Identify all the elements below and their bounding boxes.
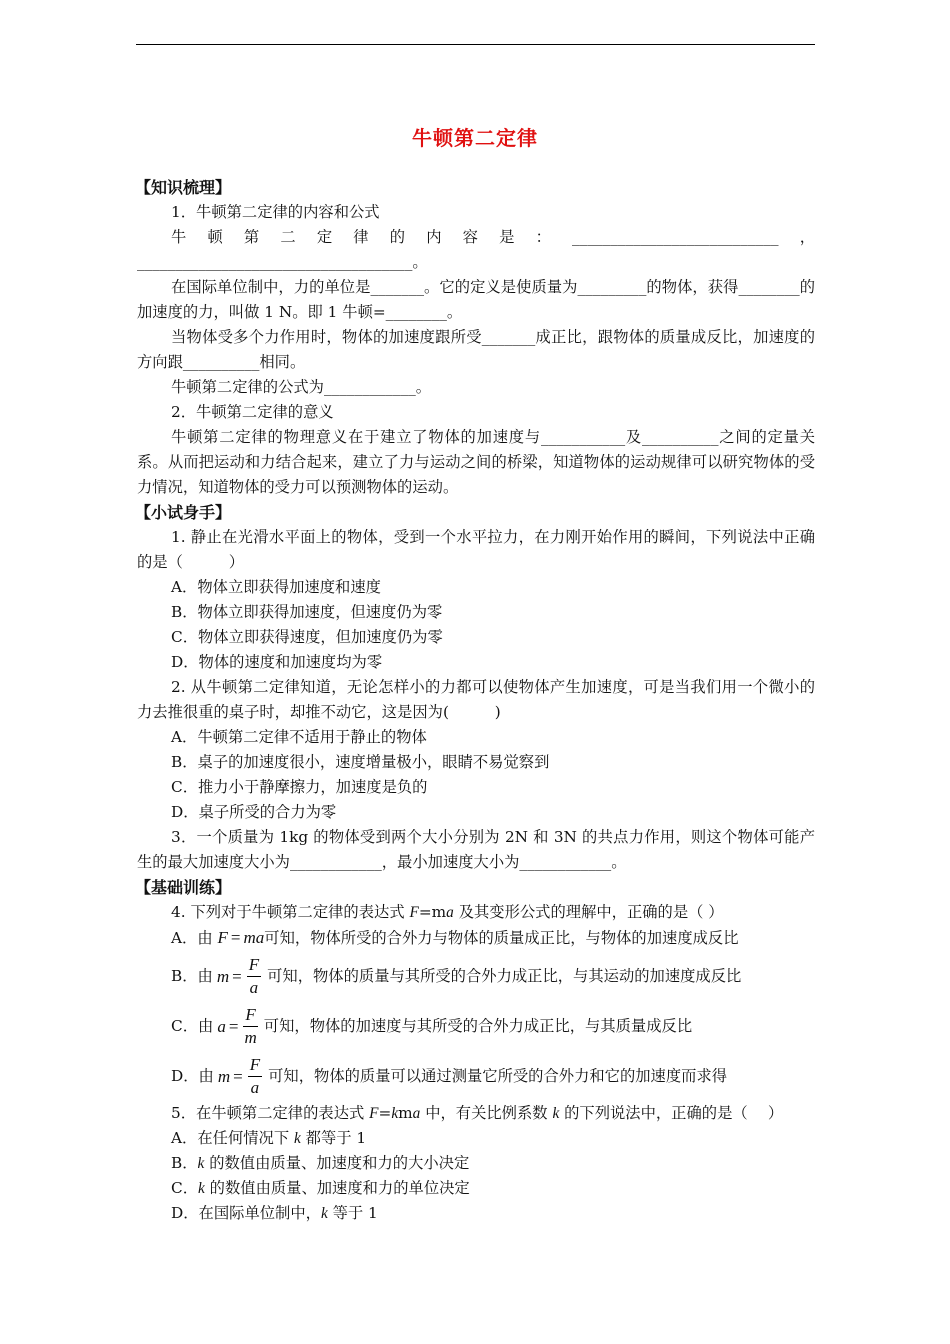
question-5-text-a: 5．在牛顿第二定律的表达式 <box>171 1104 370 1122</box>
question-2-option-b: B．桌子的加速度很小，速度增量极小，眼睛不易觉察到 <box>171 753 550 771</box>
question-2-option-a: A．牛顿第二定律不适用于静止的物体 <box>171 728 427 746</box>
section-heading-knowledge: 【知识梳理】 <box>135 178 232 197</box>
knowledge-item-2: 2．牛顿第二定律的意义 <box>171 403 334 421</box>
var-k: k <box>294 1130 301 1147</box>
fraction <box>248 1054 262 1099</box>
option-a-text: 都等于 1 <box>300 1129 367 1147</box>
question-5-var-k: k <box>391 1105 399 1122</box>
question-4-var-f: F <box>409 904 419 921</box>
formula-lhs: a <box>217 1016 226 1036</box>
question-3: 3．一个质量为 1kg 的物体受到两个大小分别为 2N 和 3N 的共点力作用，则这个物体可能产生的最大加速度大小为____________，最小加速度大小为____________。 <box>137 828 815 871</box>
knowledge-item-1: 1．牛顿第二定律的内容和公式 <box>171 203 380 221</box>
question-4-option-a <box>137 925 815 951</box>
knowledge-content-blank: 牛顿第二定律的内容是：___________________________，____________________________________。 <box>137 228 815 271</box>
question-2-option-d: D．桌子所受的合力为零 <box>171 803 337 821</box>
option-c-prefix: C．由 <box>171 1016 214 1035</box>
option-c-text: 的数值由质量、加速度和力的单位决定 <box>204 1179 470 1197</box>
formula-ma: ma <box>243 928 265 947</box>
fraction <box>243 1004 257 1049</box>
question-1: 1. 静止在光滑水平面上的物体，受到一个水平拉力，在力刚开始作用的瞬间，下列说法中正确的是（ ） <box>137 528 815 571</box>
question-4-text-b: =m <box>418 903 447 921</box>
var-k: k <box>198 1180 205 1197</box>
var-k: k <box>197 1155 205 1172</box>
question-4-text-c: 及其变形公式的理解中，正确的是（ ） <box>453 903 724 921</box>
section-heading-basic: 【基础训练】 <box>135 878 232 897</box>
option-b-prefix: B．由 <box>171 966 213 985</box>
question-4-var-a: a <box>446 904 454 921</box>
option-c-prefix: C． <box>171 1179 199 1197</box>
formula-equals: = <box>228 1016 239 1036</box>
page-title: 牛顿第二定律 <box>412 126 538 150</box>
question-5-var-f: F <box>369 1105 379 1122</box>
option-a-prefix: A．在任何情况下 <box>171 1129 294 1147</box>
question-5-option-a <box>137 1126 815 1151</box>
knowledge-unit-blank: 在国际单位制中，力的单位是_______。它的定义是使质量为_________的物体，获得________的加速度的力，叫做 1 N。即 1 牛顿=________。 <box>137 278 815 321</box>
formula-f: F <box>217 928 228 947</box>
option-c-text: 可知，物体的加速度与其所受的合外力成正比，与其质量成反比 <box>263 1016 693 1035</box>
question-1-option-d: D．物体的速度和加速度均为零 <box>171 653 383 671</box>
question-5-option-b <box>137 1151 815 1176</box>
option-d-prefix: D．在国际单位制中， <box>171 1204 321 1222</box>
option-b-prefix: B． <box>171 1154 198 1172</box>
fraction-denominator: m <box>244 1027 257 1047</box>
question-4-option-d <box>137 1051 815 1101</box>
question-1-option-a: A．物体立即获得加速度和速度 <box>171 578 381 596</box>
formula-equals: = <box>230 928 241 947</box>
knowledge-multiforce-blank: 当物体受多个力作用时，物体的加速度跟所受_______成正比，跟物体的质量成反比，加速度的方向跟__________相同。 <box>137 328 815 371</box>
question-4-option-b <box>137 951 815 1001</box>
question-5-equals: = <box>378 1104 392 1122</box>
question-4-text-a: 4. 下列对于牛顿第二定律的表达式 <box>171 903 410 921</box>
fraction-numerator: F <box>248 1054 262 1077</box>
var-k: k <box>320 1205 328 1222</box>
option-b-text: 的数值由质量、加速度和力的大小决定 <box>204 1154 470 1172</box>
question-5-var-a: a <box>412 1105 421 1122</box>
fraction-numerator: F <box>243 1004 257 1027</box>
option-d-text: 可知，物体的质量可以通过测量它所受的合外力和它的加速度而求得 <box>268 1066 728 1085</box>
question-1-option-c: C．物体立即获得速度，但加速度仍为零 <box>171 628 443 646</box>
question-2: 2. 从牛顿第二定律知道，无论怎样小的力都可以使物体产生加速度，可是当我们用一个微小的力去推很重的桌子时，却推不动它，这是因为( ) <box>137 678 815 721</box>
formula-equals: = <box>233 1066 243 1086</box>
option-a-prefix: A．由 <box>171 929 213 947</box>
option-a-text: 可知，物体所受的合外力与物体的质量成正比，与物体的加速度成反比 <box>264 929 739 947</box>
question-5 <box>137 1101 815 1126</box>
header-rule <box>136 44 815 45</box>
question-2-option-c: C．推力小于静摩擦力，加速度是负的 <box>171 778 428 796</box>
question-5-var-k2: k <box>552 1105 560 1122</box>
option-b-text: 可知，物体的质量与其所受的合外力成正比，与其运动的加速度成反比 <box>267 966 742 985</box>
knowledge-formula-blank: 牛顿第二定律的公式为____________。 <box>171 378 432 396</box>
question-4-option-c <box>137 1001 815 1051</box>
option-d-prefix: D．由 <box>171 1066 214 1085</box>
formula-lhs: m <box>217 1066 231 1086</box>
fraction-denominator: a <box>250 1077 260 1097</box>
question-5-text-d: 中，有关比例系数 <box>420 1104 553 1122</box>
knowledge-meaning-paragraph: 牛顿第二定律的物理意义在于建立了物体的加速度与___________及__________之间的定量关系。从而把运动和力结合起来，建立了力与运动之间的桥梁，知道物体的运动规律可以研究物体的受力情况，知道物体的受力可以预测物体的运动。 <box>137 428 815 496</box>
question-1-option-b: B．物体立即获得加速度，但速度仍为零 <box>171 603 443 621</box>
question-4 <box>137 900 815 925</box>
fraction-denominator: a <box>249 977 259 997</box>
formula-lhs: m <box>216 966 230 986</box>
option-d-text: 等于 1 <box>327 1204 378 1222</box>
question-5-var-m: m <box>398 1104 413 1122</box>
formula-equals: = <box>232 966 242 986</box>
fraction <box>247 954 261 999</box>
document-body <box>137 175 815 1226</box>
section-heading-trial: 【小试身手】 <box>135 503 232 522</box>
question-5-option-c <box>137 1176 815 1201</box>
fraction-numerator: F <box>247 954 261 977</box>
question-5-option-d <box>137 1201 815 1226</box>
question-5-text-e: 的下列说法中，正确的是（ ） <box>559 1104 784 1122</box>
